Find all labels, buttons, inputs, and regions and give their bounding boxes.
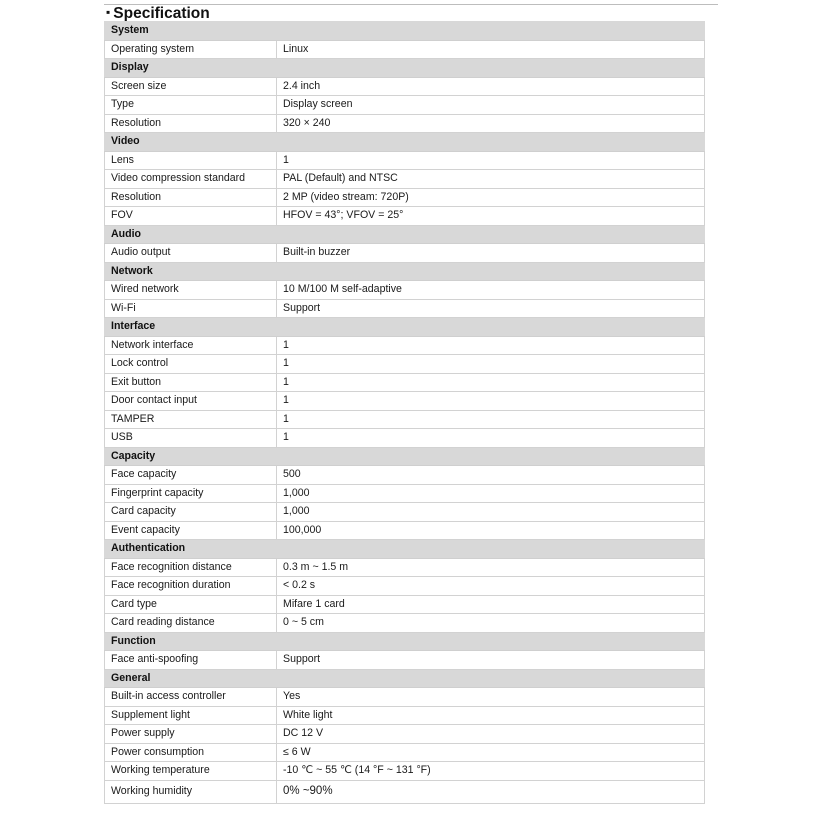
spec-row bbox=[105, 762, 705, 781]
spec-label: Face capacity bbox=[105, 466, 277, 485]
spec-row bbox=[105, 743, 705, 762]
spec-value: ≤ 6 W bbox=[277, 743, 705, 762]
spec-row bbox=[105, 410, 705, 429]
spec-row bbox=[105, 558, 705, 577]
spec-value: Support bbox=[277, 651, 705, 670]
section-header bbox=[105, 540, 705, 559]
spec-row bbox=[105, 96, 705, 115]
spec-value: 1 bbox=[277, 410, 705, 429]
spec-label: Resolution bbox=[105, 114, 277, 133]
spec-label: TAMPER bbox=[105, 410, 277, 429]
spec-value: Linux bbox=[277, 40, 705, 59]
spec-label: Exit button bbox=[105, 373, 277, 392]
section-header bbox=[105, 22, 705, 41]
spec-row bbox=[105, 336, 705, 355]
spec-label: Operating system bbox=[105, 40, 277, 59]
spec-row bbox=[105, 281, 705, 300]
section-header bbox=[105, 262, 705, 281]
spec-row bbox=[105, 595, 705, 614]
section-header bbox=[105, 318, 705, 337]
spec-label: Card capacity bbox=[105, 503, 277, 522]
spec-label: Card type bbox=[105, 595, 277, 614]
section-title: Display bbox=[105, 59, 705, 78]
spec-value: 320 × 240 bbox=[277, 114, 705, 133]
spec-row bbox=[105, 77, 705, 96]
spec-table bbox=[104, 21, 705, 804]
spec-row bbox=[105, 521, 705, 540]
section-header bbox=[105, 225, 705, 244]
spec-value: 1,000 bbox=[277, 503, 705, 522]
spec-value: 1 bbox=[277, 373, 705, 392]
spec-value: 1 bbox=[277, 336, 705, 355]
spec-value: Display screen bbox=[277, 96, 705, 115]
section-title: System bbox=[105, 22, 705, 41]
spec-label: Supplement light bbox=[105, 706, 277, 725]
spec-label: Event capacity bbox=[105, 521, 277, 540]
spec-value: 1 bbox=[277, 151, 705, 170]
section-title: Interface bbox=[105, 318, 705, 337]
spec-row bbox=[105, 40, 705, 59]
spec-label: Type bbox=[105, 96, 277, 115]
spec-row bbox=[105, 114, 705, 133]
spec-value: HFOV = 43°; VFOV = 25° bbox=[277, 207, 705, 226]
spec-label: Wi-Fi bbox=[105, 299, 277, 318]
spec-row bbox=[105, 207, 705, 226]
spec-label: Resolution bbox=[105, 188, 277, 207]
spec-row bbox=[105, 244, 705, 263]
spec-value: -10 ℃ ~ 55 ℃ (14 °F ~ 131 °F) bbox=[277, 762, 705, 781]
section-title: Capacity bbox=[105, 447, 705, 466]
spec-row bbox=[105, 373, 705, 392]
spec-value: White light bbox=[277, 706, 705, 725]
section-header bbox=[105, 447, 705, 466]
spec-value: PAL (Default) and NTSC bbox=[277, 170, 705, 189]
spec-label: Network interface bbox=[105, 336, 277, 355]
spec-value: Support bbox=[277, 299, 705, 318]
spec-label: Face recognition duration bbox=[105, 577, 277, 596]
spec-label: Audio output bbox=[105, 244, 277, 263]
spec-row bbox=[105, 577, 705, 596]
spec-label: Built-in access controller bbox=[105, 688, 277, 707]
spec-label: Lens bbox=[105, 151, 277, 170]
spec-row bbox=[105, 484, 705, 503]
spec-row bbox=[105, 706, 705, 725]
section-header bbox=[105, 59, 705, 78]
spec-value: 10 M/100 M self-adaptive bbox=[277, 281, 705, 300]
spec-row bbox=[105, 780, 705, 803]
spec-value: 0 ~ 5 cm bbox=[277, 614, 705, 633]
section-title: Video bbox=[105, 133, 705, 152]
spec-value: 1 bbox=[277, 392, 705, 411]
spec-label: Door contact input bbox=[105, 392, 277, 411]
spec-label: Card reading distance bbox=[105, 614, 277, 633]
spec-value: 2 MP (video stream: 720P) bbox=[277, 188, 705, 207]
spec-value: 500 bbox=[277, 466, 705, 485]
spec-value: Yes bbox=[277, 688, 705, 707]
spec-value: 1,000 bbox=[277, 484, 705, 503]
spec-row bbox=[105, 725, 705, 744]
spec-row bbox=[105, 466, 705, 485]
spec-label: Working temperature bbox=[105, 762, 277, 781]
spec-value: 2.4 inch bbox=[277, 77, 705, 96]
spec-value: 0.3 m ~ 1.5 m bbox=[277, 558, 705, 577]
spec-label: Wired network bbox=[105, 281, 277, 300]
spec-row bbox=[105, 151, 705, 170]
spec-label: USB bbox=[105, 429, 277, 448]
section-title: General bbox=[105, 669, 705, 688]
page-title-text: Specification bbox=[113, 5, 210, 22]
section-header bbox=[105, 632, 705, 651]
section-header bbox=[105, 669, 705, 688]
spec-row bbox=[105, 188, 705, 207]
section-title: Function bbox=[105, 632, 705, 651]
spec-label: Screen size bbox=[105, 77, 277, 96]
spec-value: 1 bbox=[277, 429, 705, 448]
spec-row bbox=[105, 614, 705, 633]
section-title: Network bbox=[105, 262, 705, 281]
spec-row bbox=[105, 688, 705, 707]
spec-row bbox=[105, 355, 705, 374]
spec-value: 1 bbox=[277, 355, 705, 374]
spec-label: Power supply bbox=[105, 725, 277, 744]
spec-row bbox=[105, 392, 705, 411]
spec-value: Built-in buzzer bbox=[277, 244, 705, 263]
spec-row bbox=[105, 170, 705, 189]
spec-row bbox=[105, 503, 705, 522]
bullet-icon: ▪ bbox=[106, 5, 111, 19]
spec-label: Face recognition distance bbox=[105, 558, 277, 577]
spec-label: Working humidity bbox=[105, 780, 277, 803]
spec-label: FOV bbox=[105, 207, 277, 226]
spec-label: Video compression standard bbox=[105, 170, 277, 189]
spec-label: Lock control bbox=[105, 355, 277, 374]
spec-label: Fingerprint capacity bbox=[105, 484, 277, 503]
spec-label: Power consumption bbox=[105, 743, 277, 762]
section-header bbox=[105, 133, 705, 152]
spec-row bbox=[105, 429, 705, 448]
section-title: Audio bbox=[105, 225, 705, 244]
spec-value: < 0.2 s bbox=[277, 577, 705, 596]
spec-value: Mifare 1 card bbox=[277, 595, 705, 614]
spec-row bbox=[105, 299, 705, 318]
spec-value: 100,000 bbox=[277, 521, 705, 540]
spec-value: 0% ~90% bbox=[277, 780, 705, 803]
spec-label: Face anti-spoofing bbox=[105, 651, 277, 670]
spec-row bbox=[105, 651, 705, 670]
spec-value: DC 12 V bbox=[277, 725, 705, 744]
section-title: Authentication bbox=[105, 540, 705, 559]
page-title bbox=[106, 2, 210, 22]
